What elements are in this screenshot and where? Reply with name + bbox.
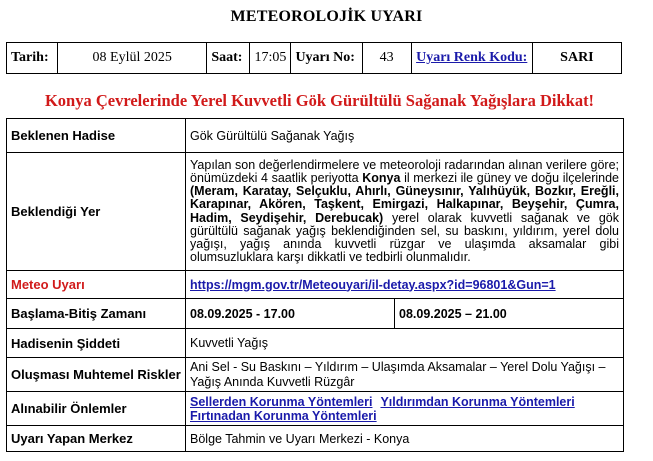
- storm-protection-link[interactable]: Fırtınadan Korunma Yöntemleri: [190, 408, 377, 423]
- end-time: 08.09.2025 – 21.00: [395, 299, 624, 329]
- warning-no-label: Uyarı No:: [291, 43, 362, 74]
- issuing-center-label: Uyarı Yapan Merkez: [7, 426, 186, 452]
- measures-label: Alınabilir Önlemler: [7, 392, 186, 426]
- flood-protection-link[interactable]: Sellerden Korunma Yöntemleri: [190, 394, 373, 409]
- severity-value: Kuvvetli Yağış: [186, 329, 624, 358]
- warning-info-table: [6, 42, 622, 74]
- start-time: 08.09.2025 - 17.00: [186, 299, 395, 329]
- place-text-2: il merkezi ile güney ve doğu ilçelerinde: [400, 170, 619, 185]
- time-label: Saat:: [207, 43, 250, 74]
- time-value: 17:05: [250, 43, 291, 74]
- color-code-link[interactable]: Uyarı Renk Kodu:: [416, 50, 528, 65]
- expected-place-value: [186, 153, 624, 271]
- meteo-warning-cell: [186, 271, 624, 299]
- warning-details-table: [6, 118, 624, 452]
- start-end-label: Başlama-Bitiş Zamanı: [7, 299, 186, 329]
- expected-place-label: Beklendiği Yer: [7, 153, 186, 271]
- risks-label: Oluşması Muhtemel Riskler: [7, 358, 186, 392]
- date-value: 08 Eylül 2025: [58, 43, 207, 74]
- document-title: METEOROLOJİK UYARI: [230, 8, 423, 25]
- place-text-1: Yapılan son değerlendirmelere ve meteoroloji radarından alınan verilere göre; önümüzdeki 4 saatlik periyotta: [190, 157, 619, 185]
- warning-headline: Konya Çevrelerinde Yerel Kuvvetli Gök Gürültülü Sağanak Yağışlara Dikkat!: [44, 91, 595, 110]
- meteo-warning-label: Meteo Uyarı: [7, 271, 186, 299]
- expected-event-label: Beklenen Hadise: [7, 119, 186, 153]
- warning-no-value: 43: [362, 43, 411, 74]
- district-list: (Meram, Karatay, Selçuklu, Ahırlı, Güneysınır, Yalıhüyük, Bozkır, Ereğli, Karapınar, Akören, Taşkent, Emirgazi, Halkapınar, Beyşehir, Çumra, Hadim, Seydişehir, Derebucak): [190, 184, 619, 225]
- date-label: Tarih:: [7, 43, 58, 74]
- risks-value: Ani Sel - Su Baskını – Yıldırım – Ulaşımda Aksamalar – Yerel Dolu Yağışı – Yağış Anında Kuvvetli Rüzgâr: [186, 358, 624, 392]
- lightning-protection-link[interactable]: Yıldırımdan Korunma Yöntemleri: [380, 394, 575, 409]
- expected-event-value: Gök Gürültülü Sağanak Yağış: [186, 119, 624, 153]
- color-code-value: SARI: [532, 43, 621, 74]
- province-name: Konya: [362, 170, 401, 185]
- issuing-center-value: Bölge Tahmin ve Uyarı Merkezi - Konya: [186, 426, 624, 452]
- color-code-cell: [411, 43, 532, 74]
- place-text-3: yerel olarak kuvvetli sağanak ve gök gürültülü sağanak yağış beklendiğinden sel, su baskını, yıldırım, yerel dolu yağışı, yağış anında kuvvetli rüzgar ve ulaşımda aksamalar gibi olumsuzluklara karşı dikkatli ve tedbirli olunmalıdır.: [190, 210, 619, 265]
- measures-links: [186, 392, 624, 426]
- meteo-warning-link[interactable]: https://mgm.gov.tr/Meteouyari/il-detay.aspx?id=96801&Gun=1: [190, 277, 556, 292]
- severity-label: Hadisenin Şiddeti: [7, 329, 186, 358]
